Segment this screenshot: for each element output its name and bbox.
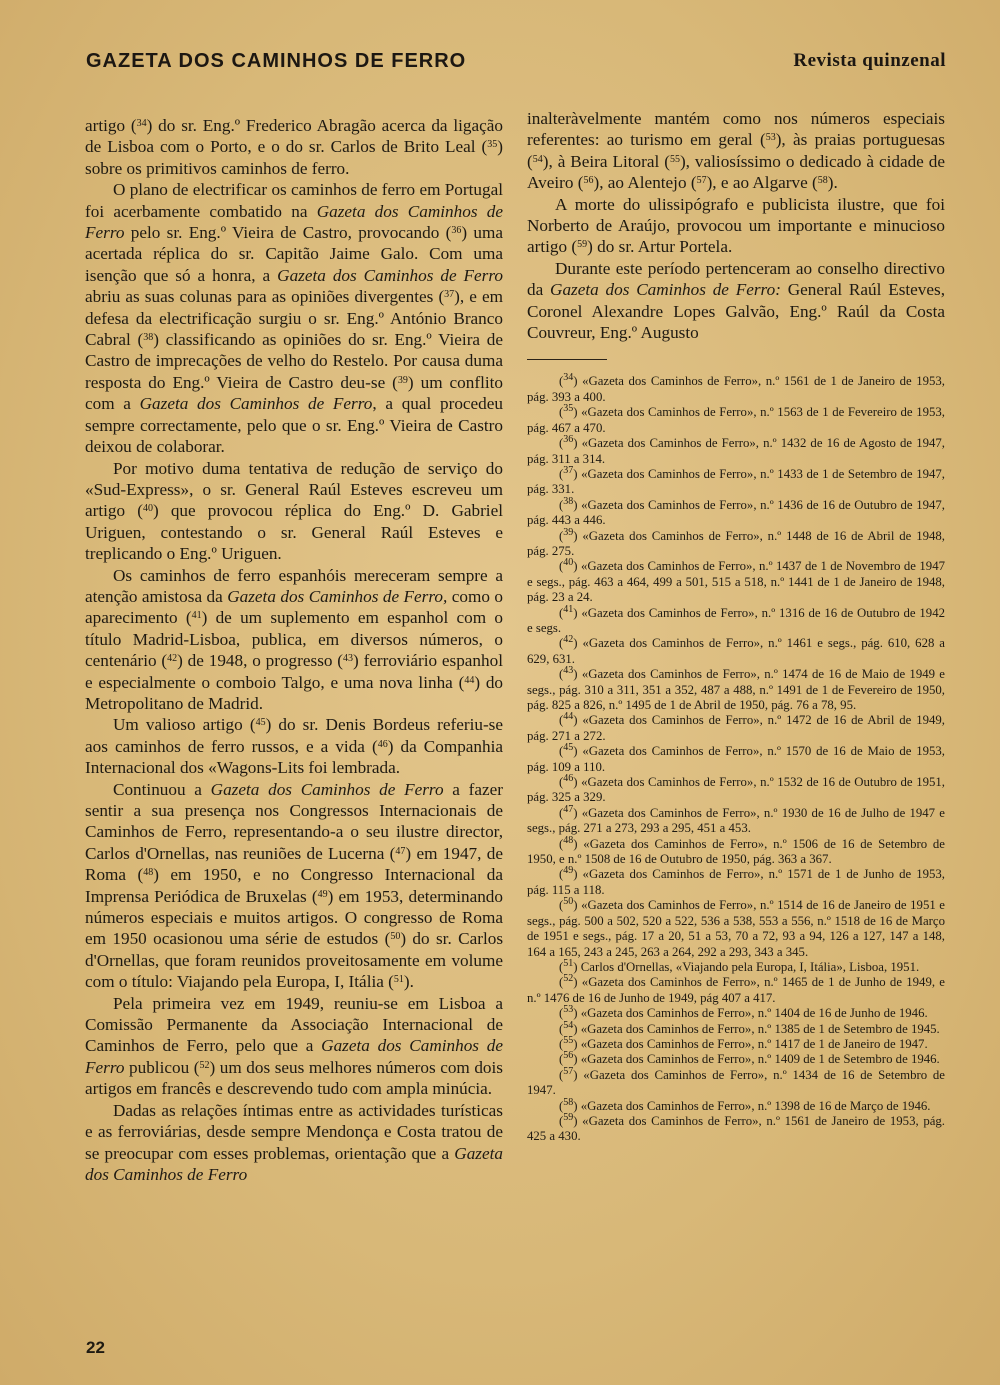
left-column: [85, 115, 503, 1185]
paragraph: A morte do ulissipógrafo e publicista ilustre, que foi Norberto de Araújo, provocou um importante e minucioso artigo ($^{59}$) do sr. Artur Portela.: [527, 194, 945, 257]
footnote: ($^{44}$) «Gazeta dos Caminhos de Ferro», n.º 1472 de 16 de Abril de 1949, pág. 271 a 272.: [527, 711, 945, 743]
paragraph: Pela primeira vez em 1949, reuniu-se em Lisboa a Comissão Permanente da Associação Internacional de Caminhos de Ferro, pelo que a Gazeta dos Caminhos de Ferro publicou ($^{52}$) um dos seus melhores números com dois artigos em francês e descrevendo tudo com ampla minúcia.: [85, 993, 503, 1099]
footnotes-list: [527, 374, 945, 1144]
footnote: ($^{38}$) «Gazeta dos Caminhos de Ferro», n.º 1436 de 16 de Outubro de 1947, pág. 443 a 446.: [527, 495, 945, 528]
journal-title: GAZETA DOS CAMINHOS DE FERRO: [86, 50, 467, 72]
footnote: ($^{46}$) «Gazeta dos Caminhos de Ferro», n.º 1532 de 16 de Outubro de 1951, pág. 325 a 329.: [527, 773, 945, 805]
footnote: ($^{42}$) «Gazeta dos Caminhos de Ferro», n.º 1461 e segs., pág. 610, 628 a 629, 631.: [527, 634, 945, 666]
paragraph: Dadas as relações íntimas entre as actividades turísticas e as ferroviárias, desde sempre Mendonça e Costa tratou de se preocupar com esses problemas, orientação que a Gazeta dos Caminhos de Ferro: [85, 1100, 503, 1184]
footnote: ($^{40}$) «Gazeta dos Caminhos de Ferro», n.º 1437 de 1 de Novembro de 1947 e segs., pág. 463 a 464, 499 a 501, 515 a 518, n.º 1441 de 1 de Janeiro de 1948, pág. 23 a 24.: [527, 557, 945, 605]
footnote: ($^{57}$) «Gazeta dos Caminhos de Ferro», n.º 1434 de 16 de Setembro de 1947.: [527, 1065, 945, 1098]
paragraph: Continuou a Gazeta dos Caminhos de Ferro a fazer sentir a sua presença nos Congressos Internacionais de Caminhos de Ferro, representando-a o seu ilustre director, Carlos d'Ornellas, nas reuniões de Lucerna ($^{47}$) em 1947, de Roma ($^{48}$) em 1950, e no Congresso Internacional da Imprensa Periódica de Bruxelas ($^{49}$) em 1953, determinando números especiais e muitos artigos. O congresso de Roma em 1950 ocasionou uma série de estudos ($^{50}$) do sr. Carlos d'Ornellas, que foram reunidos proveitosamente em volume com o título: Viajando pela Europa, I, Itália ($^{51}$).: [85, 779, 504, 992]
journal-subtitle: Revista quinzenal: [793, 50, 946, 71]
paragraph: Por motivo duma tentativa de redução de serviço do «Sud-Express», o sr. General Raúl Esteves escreveu um artigo ($^{40}$) que provocou réplica do Eng.º D. Gabriel Uriguen, contestando o sr. General Raúl Esteves e treplicando o Eng.º Uriguen.: [85, 458, 503, 564]
footnote: ($^{39}$) «Gazeta dos Caminhos de Ferro», n.º 1448 de 16 de Abril de 1948, pág. 275.: [527, 526, 945, 558]
footnote: ($^{53}$) «Gazeta dos Caminhos de Ferro», n.º 1404 de 16 de Junho de 1946.: [559, 1004, 928, 1021]
right-column: [527, 108, 945, 1145]
footnote: ($^{51}$) Carlos d'Ornellas, «Viajando pela Europa, I, Itália», Lisboa, 1951.: [559, 957, 920, 974]
footnote: ($^{52}$) «Gazeta dos Caminhos de Ferro», n.º 1465 de 1 de Junho de 1949, e n.º 1476 de 16 de Junho de 1949, pág 407 a 417.: [527, 973, 945, 1005]
footnote: ($^{48}$) «Gazeta dos Caminhos de Ferro», n.º 1506 de 16 de Setembro de 1950, e n.º 1508 de 16 de Outubro de 1950, pág. 363 a 367.: [527, 834, 945, 867]
footnote: ($^{55}$) «Gazeta dos Caminhos de Ferro», n.º 1417 de 1 de Janeiro de 1947.: [559, 1034, 928, 1051]
footnote: ($^{36}$) «Gazeta dos Caminhos de Ferro», n.º 1432 de 16 de Agosto de 1947, pág. 311 a 314.: [527, 434, 945, 466]
page-number: 22: [86, 1338, 105, 1357]
paragraph: artigo ($^{34}$) do sr. Eng.º Frederico Abragão acerca da ligação de Lisboa com o Porto, e o do sr. Carlos de Brito Leal ($^{35}$) sobre os primitivos caminhos de ferro.: [85, 116, 503, 178]
paragraph: inalteràvelmente mantém como nos números especiais referentes: ao turismo em geral ($^{53}$), às praias portuguesas ($^{54}$), à Beira Litoral ($^{55}$), valiosíssimo o dedicado à cidade de Aveiro ($^{56}$), ao Alentejo ($^{57}$), e ao Algarve ($^{58}$).: [527, 109, 945, 193]
footnote: ($^{47}$) «Gazeta dos Caminhos de Ferro», n.º 1930 de 16 de Julho de 1947 e segs., pág. 271 a 273, 293 a 295, 451 a 453.: [527, 803, 945, 836]
footnote: ($^{45}$) «Gazeta dos Caminhos de Ferro», n.º 1570 de 16 de Maio de 1953, pág. 109 a 110.: [527, 742, 945, 774]
footnote: ($^{37}$) «Gazeta dos Caminhos de Ferro», n.º 1433 de 1 de Setembro de 1947, pág. 331.: [527, 464, 945, 497]
footnote: ($^{59}$) «Gazeta dos Caminhos de Ferro», n.º 1561 de Janeiro de 1953, pág. 425 a 430.: [527, 1111, 945, 1144]
footnote: ($^{58}$) «Gazeta dos Caminhos de Ferro», n.º 1398 de 16 de Março de 1946.: [559, 1096, 931, 1113]
footnote: ($^{34}$) «Gazeta dos Caminhos de Ferro», n.º 1561 de 1 de Janeiro de 1953, pág. 393 a 400.: [527, 372, 945, 404]
paragraph: O plano de electrificar os caminhos de ferro em Portugal foi acerbamente combatido na Gazeta dos Caminhos de Ferro pelo sr. Eng.º Vieira de Castro, provocando ($^{36}$) uma acertada réplica do sr. Capitão Jaime Galo. Com uma isenção que só a honra, a Gazeta dos Caminhos de Ferro abriu as suas colunas para as opiniões divergentes ($^{37}$), e em defesa da electrificação surgiu o sr. Eng.º António Branco Cabral ($^{38}$) classificando as opiniões do sr. Eng.º Vieira de Castro de imprecações de velho do Restelo. Por causa duma resposta do Eng.º Vieira de Castro deu-se ($^{39}$) um conflito com a Gazeta dos Caminhos de Ferro, a qual procedeu sempre correctamente, pelo que o sr. Eng.º Vieira de Castro deixou de colaborar.: [85, 180, 504, 457]
page-header: [86, 50, 946, 80]
footnote: ($^{50}$) «Gazeta dos Caminhos de Ferro», n.º 1514 de 16 de Janeiro de 1951 e segs., pág. 500 a 502, 520 a 522, 536 a 538, 553 a 556, n.º 1518 de 16 de Março de 1951 e segs., pág. 17 a 20, 51 a 53, 70 a 72, 93 a 94, 126 a 127, 147 a 148, 164 a 165, 243 a 245, 263 a 264, 292 a 293, 343 a 345.: [527, 896, 945, 959]
paragraph: Os caminhos de ferro espanhóis mereceram sempre a atenção amistosa da Gazeta dos Caminhos de Ferro, como o aparecimento ($^{41}$) de um suplemento em espanhol com o título Madrid-Lisboa, publica, em diversos números, o centenário ($^{42}$) de 1948, o progresso ($^{43}$) ferroviário espanhol e especialmente o comboio Talgo, e uma nova linha ($^{44}$) do Metropolitano de Madrid.: [85, 565, 504, 713]
paragraph: Durante este período pertenceram ao conselho directivo da Gazeta dos Caminhos de Ferro: General Raúl Esteves, Coronel Alexandre Lopes Galvão, Eng.º Raúl da Costa Couvreur, Eng.º Augusto: [527, 258, 945, 343]
footnote: ($^{35}$) «Gazeta dos Caminhos de Ferro», n.º 1563 de 1 de Fevereiro de 1953, pág. 467 a 470.: [527, 403, 945, 435]
footnote: ($^{54}$) «Gazeta dos Caminhos de Ferro», n.º 1385 de 1 de Setembro de 1945.: [559, 1019, 940, 1036]
footnote: ($^{41}$) «Gazeta dos Caminhos de Ferro», n.º 1316 de 16 de Outubro de 1942 e segs.: [527, 603, 945, 635]
paragraph: Um valioso artigo ($^{45}$) do sr. Denis Bordeus referiu-se aos caminhos de ferro russos, e a vida ($^{46}$) da Companhia Internacional dos «Wagons-Lits foi lembrada.: [85, 715, 504, 778]
footnote: ($^{56}$) «Gazeta dos Caminhos de Ferro», n.º 1409 de 1 de Setembro de 1946.: [559, 1050, 940, 1067]
footnote: ($^{43}$) «Gazeta dos Caminhos de Ferro», n.º 1474 de 16 de Maio de 1949 e segs., pág. 310 a 311, 351 a 352, 487 a 488, n.º 1491 de 1 de Fevereiro de 1950, pág. 825 a 826, n.º 1495 de 1 de Abril de 1950, pág. 76 a 78, 95.: [527, 665, 945, 712]
footnote-divider: [527, 359, 607, 360]
footnote: ($^{49}$) «Gazeta dos Caminhos de Ferro», n.º 1571 de 1 de Junho de 1953, pág. 115 a 118.: [527, 865, 945, 897]
